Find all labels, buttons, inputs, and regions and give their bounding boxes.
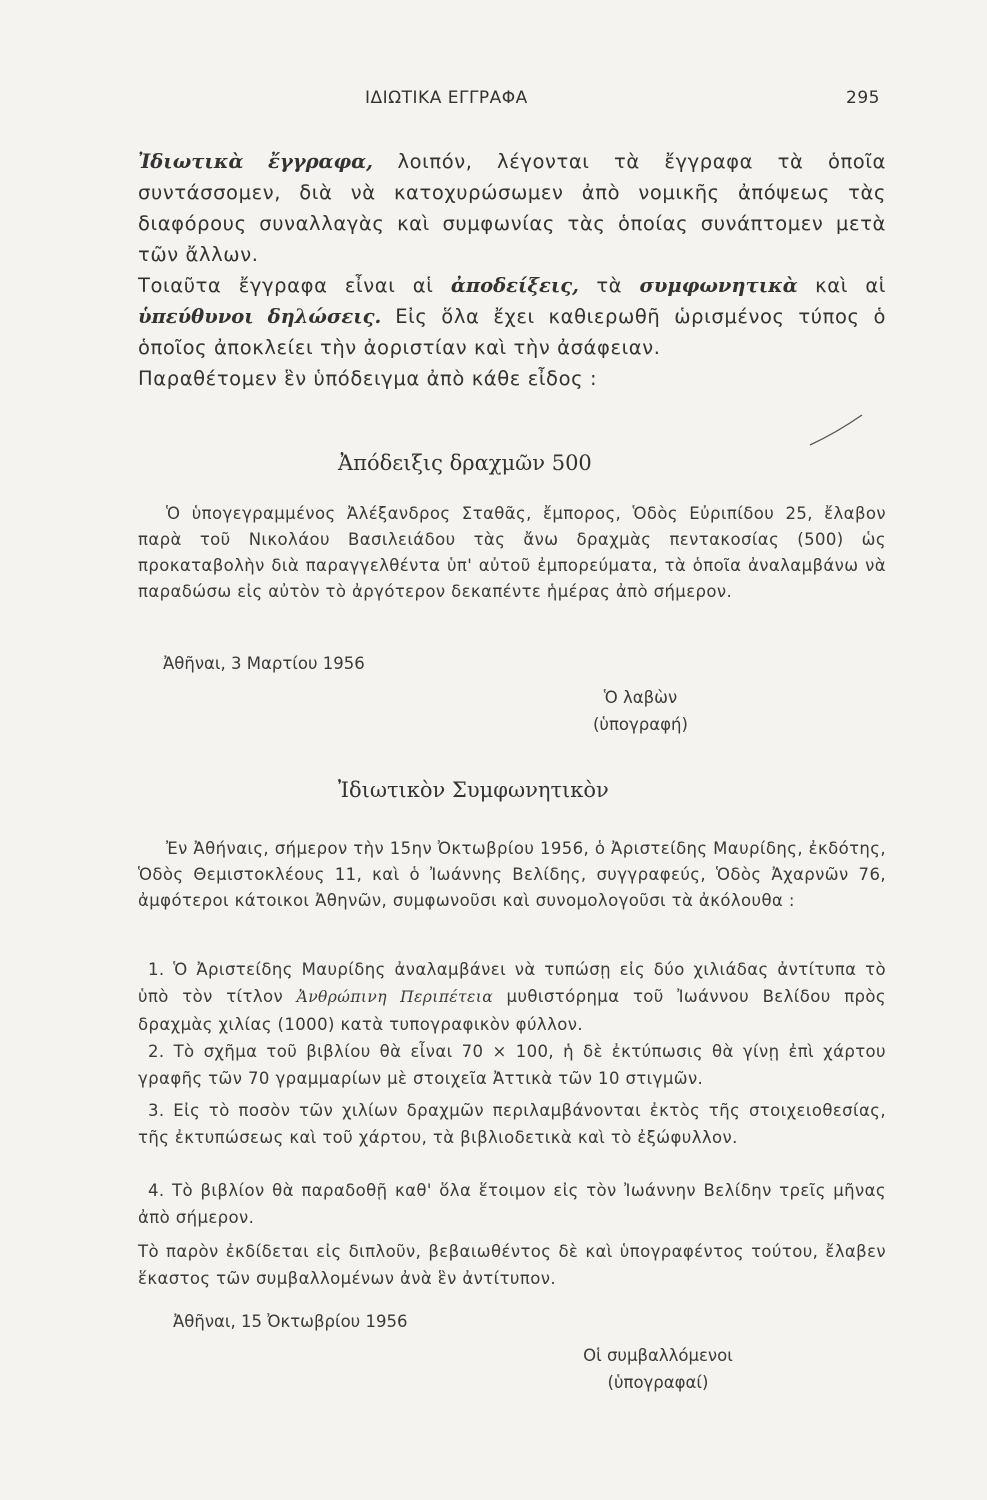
contract-clause-4 <box>138 1177 886 1231</box>
contract-closing <box>138 1238 886 1292</box>
term-private-documents: Ἰδιωτικὰ ἔγγραφα, <box>138 150 373 173</box>
intro-paragraph-2-part-b: τὰ <box>578 274 640 297</box>
receipt-signature: (ὑπογραφή) <box>593 715 688 734</box>
intro-paragraph-1 <box>138 146 886 270</box>
contract-signature: (ὑπογραφαί) <box>607 1373 709 1392</box>
term-receipts: ἀποδείξεις, <box>450 274 579 297</box>
contract-clause-3 <box>138 1097 886 1151</box>
clause-4-text: 4. Τὸ βιβλίον θὰ παραδοθῇ καθ' ὅλα ἕτοιμον εἰς τὸν Ἰωάννην Βελίδην τρεῖς μῆνας ἀπὸ σήμερον. <box>138 1181 886 1227</box>
page-number: 295 <box>846 88 880 108</box>
term-declarations: ὑπεύθυνοι δηλώσεις. <box>138 305 382 328</box>
clause-1-part-a: 1. Ὁ Ἀριστείδης Μαυρίδης ἀναλαμβάνει νὰ τυπώσῃ εἰς δύο χιλιάδας ἀντίτυπα τὸ ὑπὸ τὸν τίτλον <box>138 960 886 1006</box>
page-content <box>138 146 886 1392</box>
contract-signers: Οἱ συμβαλλόμενοι <box>583 1346 733 1365</box>
contract-signature-block <box>558 1342 758 1396</box>
intro-paragraph-3: Παραθέτομεν ἓν ὑπόδειγμα ἀπὸ κάθε εἶδος : <box>138 367 598 390</box>
term-agreements: συμφωνητικὰ <box>639 274 798 297</box>
receipt-heading-text: Ἀπόδειξις δραχμῶν 500 <box>338 451 592 475</box>
intro-paragraph-2-part-a: Τοιαῦτα ἔγγραφα εἶναι αἱ <box>138 274 451 297</box>
pencil-mark-icon <box>806 411 866 451</box>
intro-section <box>138 146 886 394</box>
clause-3-text: 3. Εἰς τὸ ποσὸν τῶν χιλίων δραχμῶν περιλαμβάνονται ἐκτὸς τῆς στοιχειοθεσίας, τῆς ἐκτυπώσεως καὶ τοῦ χάρτου, τὰ βιβλιοδετικὰ καὶ τὸ ἐξώφυλλον. <box>138 1101 886 1147</box>
contract-heading: Ἰδιωτικὸν Συμφωνητικὸν <box>338 778 609 802</box>
clause-1-part-b: μυθιστόρημα τοῦ Ἰωάννου Βελίδου πρὸς δραχμὰς χιλίας (1000) κατὰ τυπογραφικὸν φύλλον. <box>138 987 886 1034</box>
closing-text: Τὸ παρὸν ἐκδίδεται εἰς διπλοῦν, βεβαιωθέντος δὲ καὶ ὑπογραφέντος τούτου, ἔλαβεν ἕκαστος τῶν συμβαλλομένων ἀνὰ ἓν ἀντίτυπον. <box>138 1242 886 1288</box>
contract-intro <box>138 836 886 914</box>
contract-clause-2 <box>138 1038 886 1092</box>
intro-paragraph-2-part-d: Εἰς ὅλα ἔχει καθιερωθῆ ὡρισμένος τύπος ὁ ὁποῖος ἀποκλείει τὴν ἀοριστίαν καὶ τὴν ἀσάφειαν. <box>138 305 886 359</box>
contract-clause-1 <box>138 956 886 1038</box>
clause-2-text: 2. Τὸ σχῆμα τοῦ βιβλίου θὰ εἶναι 70 × 100, ἡ δὲ ἐκτύπωσις θὰ γίνῃ ἐπὶ χάρτου γραφῆς τῶν 70 γραμμαρίων μὲ στοιχεῖα Ἀττικὰ τῶν 10 στιγμῶν. <box>138 1042 886 1088</box>
intro-paragraph-1-text: λοιπόν, λέγονται τὰ ἔγγραφα τὰ ὁποῖα συντάσσομεν, διὰ νὰ κατοχυρώσωμεν ἀπὸ νομικῆς ἀπόψεως τὰς διαφόρους συναλλαγὰς καὶ συμφωνίας τὰς ὁποίας συνάπτομεν μετὰ τῶν ἄλλων. <box>138 150 886 266</box>
receipt-text: Ὁ ὑπογεγραμμένος Ἀλέξανδρος Σταθᾶς, ἔμπορος, Ὁδὸς Εὐριπίδου 25, ἔλαβον παρὰ τοῦ Νικολάου Βασιλειάδου τὰς ἄνω δραχμὰς πεντακοσίας (500) ὡς προκαταβολὴν διὰ παραγγελθέντα ὑπ' αὐτοῦ ἐμπορεύματα, τὰ ὁποῖα ἀναλαμβάνω νὰ παραδώσω εἰς αὐτὸν τὸ ἀργότερον δεκαπέντε ἡμέρας ἀπὸ σήμερον. <box>138 504 886 601</box>
clause-1-text <box>138 956 886 1038</box>
receipt-heading <box>338 451 592 475</box>
receipt-body <box>138 501 886 605</box>
intro-paragraph-2-part-c: καὶ αἱ <box>797 274 886 297</box>
running-title: ΙΔΙΩΤΙΚΑ ΕΓΓΡΑΦΑ <box>365 88 528 108</box>
receipt-signature-block <box>593 684 688 738</box>
receipt-date: Ἀθῆναι, 3 Μαρτίου 1956 <box>163 654 365 673</box>
contract-intro-text: Ἐν Ἀθήναις, σήμερον τὴν 15ην Ὀκτωβρίου 1956, ὁ Ἀριστείδης Μαυρίδης, ἐκδότης, Ὁδὸς Θεμιστοκλέους 11, καὶ ὁ Ἰωάννης Βελίδης, συγγραφεύς, Ὁδὸς Ἀχαρνῶν 76, ἀμφότεροι κάτοικοι Ἀθηνῶν, συμφωνοῦσι καὶ συνομολογοῦσι τὰ ἀκόλουθα : <box>138 839 886 910</box>
receipt-signer: Ὁ λαβὼν <box>603 688 678 707</box>
intro-paragraph-2 <box>138 270 886 363</box>
contract-date: Ἀθῆναι, 15 Ὀκτωβρίου 1956 <box>173 1312 408 1331</box>
book-title: Ἀνθρώπινη Περιπέτεια <box>296 988 494 1006</box>
